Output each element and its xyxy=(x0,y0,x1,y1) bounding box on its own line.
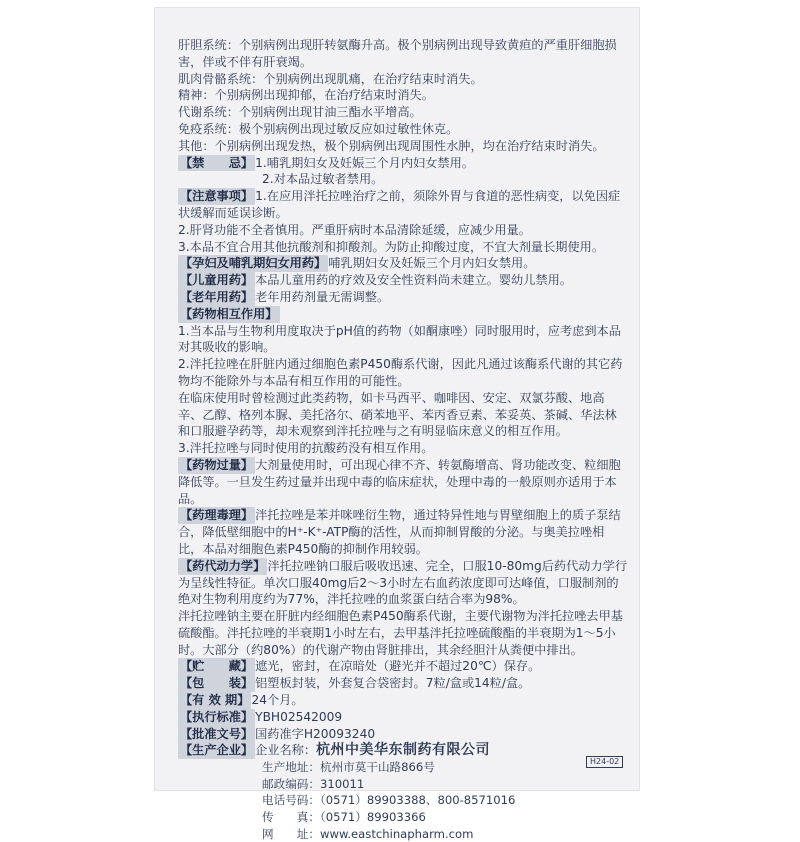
interactions-section xyxy=(178,306,628,323)
interactions-item-1: 1.当本品与生物利用度取决于pH值的药物（如酮康唑）同时服用时，应考虑到本品对其吸收的影响。 xyxy=(178,323,621,355)
standard-heading: 【执行标准】 xyxy=(180,709,254,724)
package-text: 铝塑板封装，外套复合袋密封。7粒/盒或14粒/盒。 xyxy=(255,676,531,691)
validity-section xyxy=(178,692,628,709)
adverse-musculoskeletal: 肌肉骨骼系统：个别病例出现肌痛，在治疗结束时消失。 xyxy=(178,71,483,86)
pharmacokinetics-text-2: 泮托拉唑钠主要在肝脏内经细胞色素P450酶系代谢，主要代谢物为泮托拉唑去甲基硫酸酯。泮托拉唑的半衰期1小时左右，去甲基泮托拉唑硫酸酯的半衰期为1～5小时。大部分（约80%）的代谢产物由肾脏排出，其余经胆汁从粪便中排出。 xyxy=(178,609,623,657)
storage-section xyxy=(178,658,628,675)
pharmacokinetics-heading: 【药代动力学】 xyxy=(180,558,266,573)
contraindications-heading: 【禁 忌】 xyxy=(180,155,254,170)
web-value: www.eastchinapharm.com xyxy=(319,826,474,841)
package-heading: 【包 装】 xyxy=(180,676,254,691)
adverse-hepatobiliary: 肝胆系统：个别病例出现肝转氨酶升高。极个别病例出现导致黄疸的严重肝细胞损害，伴或不伴有肝衰竭。 xyxy=(178,38,617,69)
interactions-item-2: 2.泮托拉唑在肝脏内通过细胞色素P450酶系代谢，因此凡通过该酶系代谢的其它药物均不能除外与本品有相互作用的可能性。 xyxy=(178,357,623,388)
approval-section xyxy=(178,726,628,743)
pregnancy-heading: 【孕妇及哺乳期妇女用药】 xyxy=(180,256,327,271)
precautions-item-2: 2.肝肾功能不全者慎用。严重肝病时本品清除延缓，应减少用量。 xyxy=(178,222,531,237)
pregnancy-section xyxy=(178,255,628,272)
validity-heading: 【有 效 期】 xyxy=(180,693,250,708)
validity-text: 24个月。 xyxy=(251,693,304,708)
interactions-heading: 【药物相互作用】 xyxy=(180,306,278,321)
precautions-item-3: 3.本品不宜合用其他抗酸剂和抑酸剂。为防止抑酸过度，不宜大剂量长期使用。 xyxy=(178,239,605,254)
precautions-heading: 【注意事项】 xyxy=(180,189,254,204)
interactions-item-3: 3.泮托拉唑与同时使用的抗酸药没有相互作用。 xyxy=(178,441,434,456)
leaflet-content xyxy=(178,37,628,842)
standard-text: YBH02542009 xyxy=(255,709,343,724)
manufacturer-phone-row xyxy=(178,792,628,809)
standard-section xyxy=(178,709,628,726)
overdose-section xyxy=(178,457,628,507)
elderly-heading: 【老年用药】 xyxy=(180,289,254,304)
elderly-text: 老年用药剂量无需调整。 xyxy=(255,289,390,304)
manufacturer-section xyxy=(178,742,628,759)
contraindications-section xyxy=(178,155,628,172)
precautions-section xyxy=(178,188,628,222)
package-section xyxy=(178,675,628,692)
adverse-other: 其他：个别病例出现发热，极个别病例出现周围性水肿，均在治疗结束时消失。 xyxy=(178,138,605,153)
adverse-psychiatric: 精神：个别病例出现抑郁，在治疗结束时消失。 xyxy=(178,88,434,103)
approval-heading: 【批准文号】 xyxy=(180,726,254,741)
adverse-metabolic: 代谢系统：个别病例出现甘油三酯水平增高。 xyxy=(178,105,422,120)
manufacturer-name: 杭州中美华东制药有限公司 xyxy=(316,742,491,759)
manufacturer-heading: 【生产企业】 xyxy=(180,743,254,758)
overdose-text: 大剂量使用时，可出现心律不齐、转氨酶增高、肾功能改变、粒细胞降低等。一旦发生药过量并出现中毒的临床症状，处理中毒的一般原则亦适用于本品。 xyxy=(178,457,621,506)
print-code: H24-02 xyxy=(586,756,623,768)
pharmacokinetics-section xyxy=(178,558,628,608)
manufacturer-fax-row xyxy=(178,809,628,826)
pharmacology-section xyxy=(178,507,628,557)
adverse-immune: 免疫系统：极个别病例出现过敏反应如过敏性休克。 xyxy=(178,121,459,136)
interactions-item-2b: 在临床使用时曾检测过此类药物，如卡马西平、咖啡因、安定、双氯芬酸、地高辛、乙醇、格列本脲、美托洛尔、硝苯地平、苯丙香豆素、苯妥英、茶碱、华法林和口服避孕药等，却未观察到泮托拉唑与之有明显临床意义的相互作用。 xyxy=(178,390,617,439)
manufacturer-web-row xyxy=(178,826,628,842)
phone-value: （0571）89903388、800-8571016 xyxy=(319,793,516,808)
pharmacology-heading: 【药理毒理】 xyxy=(180,508,254,523)
pregnancy-text: 哺乳期妇女及妊娠三个月内妇女禁用。 xyxy=(328,256,536,271)
web-label: 网 址： xyxy=(262,826,320,841)
approval-text: 国药准字H20093240 xyxy=(255,726,376,741)
phone-label: 电话号码： xyxy=(262,793,320,808)
storage-heading: 【贮 藏】 xyxy=(180,659,254,674)
children-section xyxy=(178,272,628,289)
children-heading: 【儿童用药】 xyxy=(180,273,254,288)
manufacturer-postcode: 邮政编码：310011 xyxy=(262,776,365,791)
pharmacokinetics-text: 泮托拉唑钠口服后吸收迅速、完全，口服10-80mg后药代动力学行为呈线性特征。单次口服40mg后2～3小时左右血药浓度即可达峰值，口服制剂的绝对生物利用度约为77%，泮托拉唑的血浆蛋白结合率为98%。 xyxy=(178,558,628,607)
fax-value: （0571）89903366 xyxy=(319,810,426,825)
contraindications-item-2: 2.对本品过敏者禁用。 xyxy=(262,172,384,187)
fax-label: 传 真： xyxy=(262,810,320,825)
children-text: 本品儿童用药的疗效及安全性资料尚未建立。婴幼儿禁用。 xyxy=(255,273,572,288)
precautions-item-1: 1.在应用泮托拉唑治疗之前，须除外胃与食道的恶性病变，以免因症状缓解而延误诊断。 xyxy=(178,189,621,220)
contraindications-item-1: 1.哺乳期妇女及妊娠三个月内妇女禁用。 xyxy=(255,155,474,170)
elderly-section xyxy=(178,289,628,306)
manufacturer-name-label: 企业名称： xyxy=(255,743,317,758)
manufacturer-address: 生产地址：杭州市莫干山路866号 xyxy=(262,760,435,775)
storage-text: 遮光，密封，在凉暗处（避光并不超过20℃）保存。 xyxy=(255,659,541,674)
pharmacology-text: 泮托拉唑是苯并咪唑衍生物，通过特异性地与胃壁细胞上的质子泵结合，降低壁细胞中的H⁺-K⁺-ATP酶的活性，从而抑制胃酸的分泌。与奥美拉唑相比，本品对细胞色素P450酶的抑制作用较弱。 xyxy=(178,508,621,556)
overdose-heading: 【药物过量】 xyxy=(180,457,254,472)
